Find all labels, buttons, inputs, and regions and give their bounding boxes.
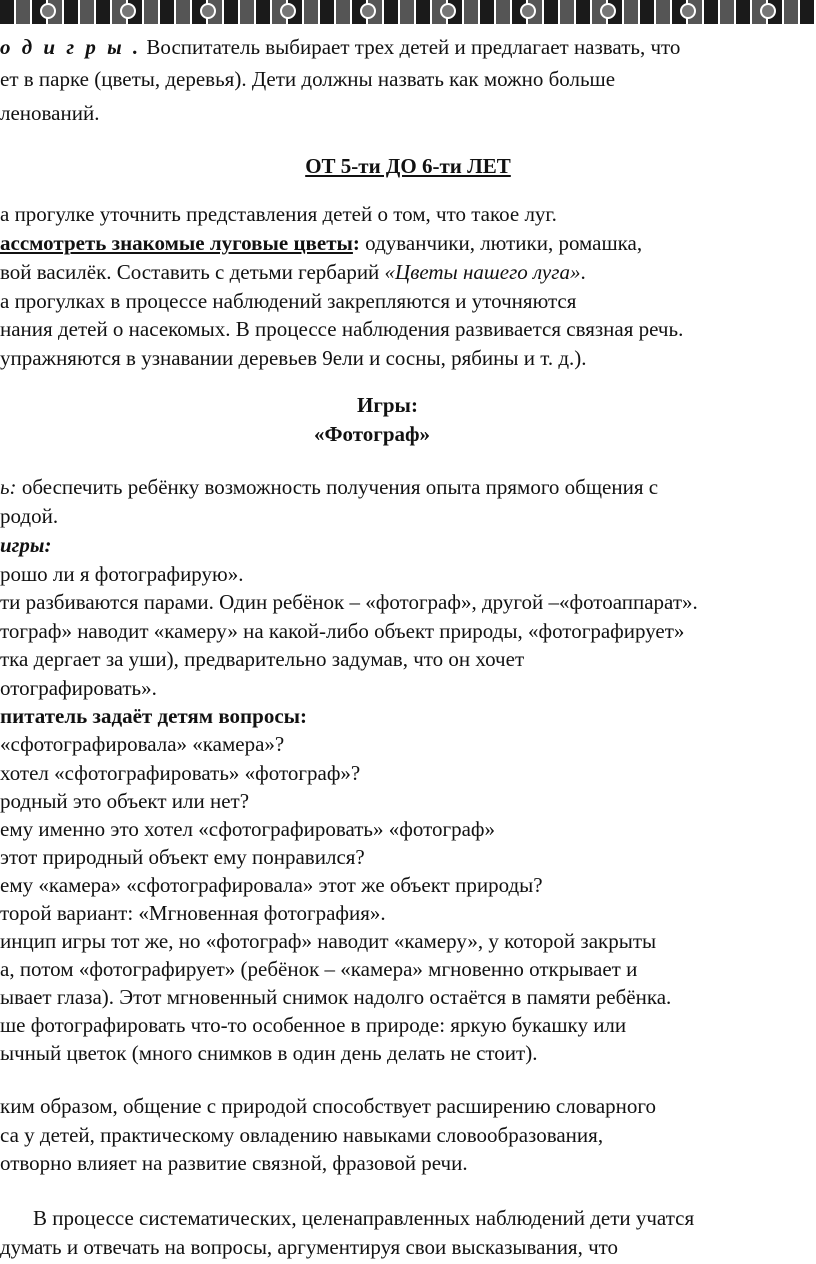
text-line: упражняются в узнавании деревьев 9ели и сосны, рябины и т. д.).	[0, 346, 587, 370]
text-fragment: :	[352, 231, 360, 255]
question-item: ему «камера» «сфотографировала» этот же объект природы?	[0, 873, 543, 897]
text-line	[0, 474, 658, 502]
text-line: В процессе систематических, целенаправленных наблюдений дети учатся	[33, 1206, 695, 1230]
goal-label: ь:	[0, 475, 17, 499]
ornament-icon	[600, 3, 616, 19]
age-heading: ОТ 5-ти ДО 6-ти ЛЕТ	[305, 154, 511, 178]
text-line: ывает глаза). Этот мгновенный снимок надолго остаётся в памяти ребёнка.	[0, 985, 672, 1009]
ornament-icon	[40, 3, 56, 19]
text-line: а прогулках в процессе наблюдений закрепляются и уточняются	[0, 289, 577, 313]
ornament-icon	[360, 3, 376, 19]
text-line: отворно влияет на развитие связной, фразовой речи.	[0, 1151, 468, 1175]
question-item: «сфотографировала» «камера»?	[0, 732, 285, 756]
text-line: ше фотографировать что-то особенное в природе: яркую букашку или	[0, 1013, 627, 1037]
meadow-flowers-label: ассмотреть знакомые луговые цветы	[0, 231, 353, 255]
text-line: родой.	[0, 504, 59, 528]
text-line: ычный цветок (много снимков в один день делать не стоит).	[0, 1041, 538, 1065]
game-title: «Фотограф»	[314, 422, 431, 446]
text-line: рошо ли я фотографирую».	[0, 562, 244, 586]
text-line	[0, 34, 680, 62]
question-item: родный это объект или нет?	[0, 789, 250, 813]
text-line: думать и отвечать на вопросы, аргументируя свои высказывания, что	[0, 1235, 619, 1259]
question-item: ему именно это хотел «сфотографировать» «фотограф»	[0, 817, 496, 841]
herbarium-title: «Цветы нашего луга»	[384, 260, 581, 284]
question-item: хотел «сфотографировать» «фотограф»?	[0, 761, 361, 785]
text-line: а, потом «фотографирует» (ребёнок – «камера» мгновенно открывает и	[0, 957, 638, 981]
text-line: торой вариант: «Мгновенная фотография».	[0, 901, 386, 925]
ornament-icon	[200, 3, 216, 19]
text-line	[0, 259, 586, 287]
text-line: са у детей, практическому овладению навыками словообразования,	[0, 1123, 604, 1147]
text-line: тограф» наводит «камеру» на какой-либо объект природы, «фотографирует»	[0, 619, 685, 643]
ornament-icon	[440, 3, 456, 19]
decorative-border	[0, 0, 816, 24]
text-line: нания детей о насекомых. В процессе наблюдения развивается связная речь.	[0, 317, 684, 341]
ornament-icon	[680, 3, 696, 19]
question-item: этот природный объект ему понравился?	[0, 845, 365, 869]
text-fragment: Воспитатель выбирает трех детей и предлагает назвать, что	[141, 35, 681, 59]
ornament-icon	[520, 3, 536, 19]
text-line: а прогулке уточнить представления детей о том, что такое луг.	[0, 202, 557, 226]
text-line: ти разбиваются парами. Один ребёнок – «фотограф», другой –«фотоаппарат».	[0, 590, 698, 614]
text-line: ет в парке (цветы, деревья). Дети должны назвать как можно больше	[0, 67, 616, 91]
questions-heading: питатель задаёт детям вопросы:	[0, 704, 308, 728]
text-line: ким образом, общение с природой способствует расширению словарного	[0, 1094, 657, 1118]
game-progress-label: о д и г р ы .	[0, 35, 142, 59]
text-fragment: одуванчики, лютики, ромашка,	[359, 231, 643, 255]
text-fragment: .	[580, 260, 586, 284]
text-fragment: обеспечить ребёнку возможность получения опыта прямого общения с	[16, 475, 659, 499]
ornament-icon	[760, 3, 776, 19]
ornament-icon	[120, 3, 136, 19]
text-line: инцип игры тот же, но «фотограф» наводит «камеру», у которой закрыты	[0, 929, 657, 953]
text-line: отографировать».	[0, 676, 157, 700]
ornament-icon	[280, 3, 296, 19]
text-line	[0, 230, 642, 258]
text-fragment: вой василёк. Составить с детьми гербарий	[0, 260, 385, 284]
text-line: ленований.	[0, 101, 100, 125]
game-progress-heading: игры:	[0, 533, 52, 557]
text-line: тка дергает за уши), предварительно задумав, что он хочет	[0, 647, 525, 671]
games-heading: Игры:	[357, 393, 418, 417]
